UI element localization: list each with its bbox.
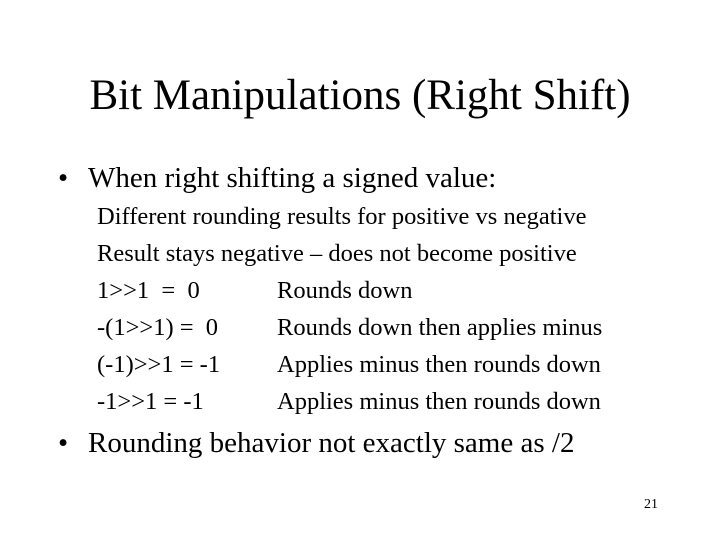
example-expression: (-1)>>1 = -1 — [97, 351, 221, 378]
example-note: Rounds down then applies minus — [277, 314, 603, 341]
bullet-text: When right shifting a signed value: — [88, 162, 497, 194]
example-row — [97, 350, 677, 380]
bullet-marker: • — [58, 162, 69, 194]
sub-point: Result stays negative – does not become positive — [97, 240, 577, 267]
bullet-item — [58, 425, 574, 461]
bullet-marker: • — [58, 427, 69, 459]
example-note: Applies minus then rounds down — [277, 351, 601, 378]
sub-point: Different rounding results for positive vs negative — [97, 203, 587, 230]
bullet-text: Rounding behavior not exactly same as /2 — [88, 427, 575, 459]
example-row — [97, 313, 677, 343]
example-row — [97, 276, 677, 306]
bullet-item — [58, 160, 496, 196]
example-expression: -(1>>1) = 0 — [97, 314, 219, 341]
example-note: Rounds down — [277, 277, 413, 304]
slide-title: Bit Manipulations (Right Shift) — [89, 72, 631, 119]
example-row — [97, 387, 677, 417]
example-expression: -1>>1 = -1 — [97, 388, 204, 415]
page-number: 21 — [644, 497, 658, 512]
example-expression: 1>>1 = 0 — [97, 277, 200, 304]
example-note: Applies minus then rounds down — [277, 388, 601, 415]
